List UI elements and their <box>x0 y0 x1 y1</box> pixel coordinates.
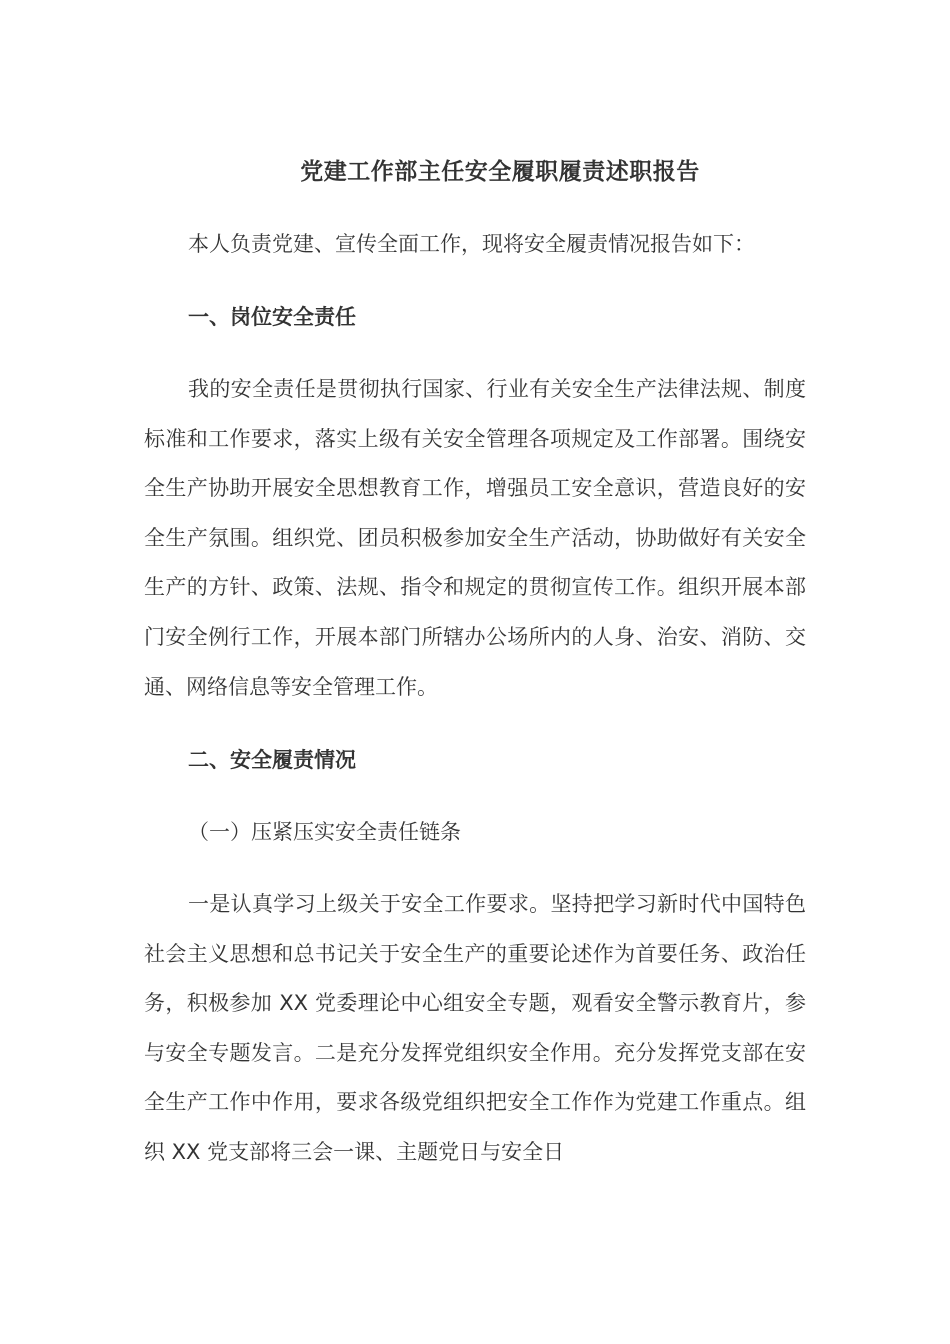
section-1-heading: 一、岗位安全责任 <box>188 305 356 329</box>
section-2-heading: 二、安全履责情况 <box>188 748 356 772</box>
intro-paragraph: 本人负责党建、宣传全面工作，现将安全履责情况报告如下： <box>188 232 755 256</box>
subsection-1-body: 一是认真学习上级关于安全工作要求。坚持把学习新时代中国特色社会主义思想和总书记关于安全生产的重要论述作为首要任务、政治任务，积极参加 XX 党委理论中心组安全专题，观看安全警示教育片，参与安全专题发言。二是充分发挥党组织安全作用。充分发挥党支部在安全生产工作中作用，要求各级党组织把安全工作作为党建工作重点。组织 XX 党支部将三会一课、主题党日与安全日 <box>144 892 806 1164</box>
section-1-body: 我的安全责任是贯彻执行国家、行业有关安全生产法律法规、制度标准和工作要求，落实上级有关安全管理各项规定及工作部署。围绕安全生产协助开展安全思想教育工作，增强员工安全意识，营造良好的安全生产氛围。组织党、团员积极参加安全生产活动，协助做好有关安全生产的方针、政策、法规、指令和规定的贯彻宣传工作。组织开展本部门安全例行工作，开展本部门所辖办公场所内的人身、治安、消防、交通、网络信息等安全管理工作。 <box>144 377 806 699</box>
document-title: 党建工作部主任安全履职履责述职报告 <box>300 159 700 185</box>
subsection-1-heading: （一）压紧压实安全责任链条 <box>188 820 461 844</box>
